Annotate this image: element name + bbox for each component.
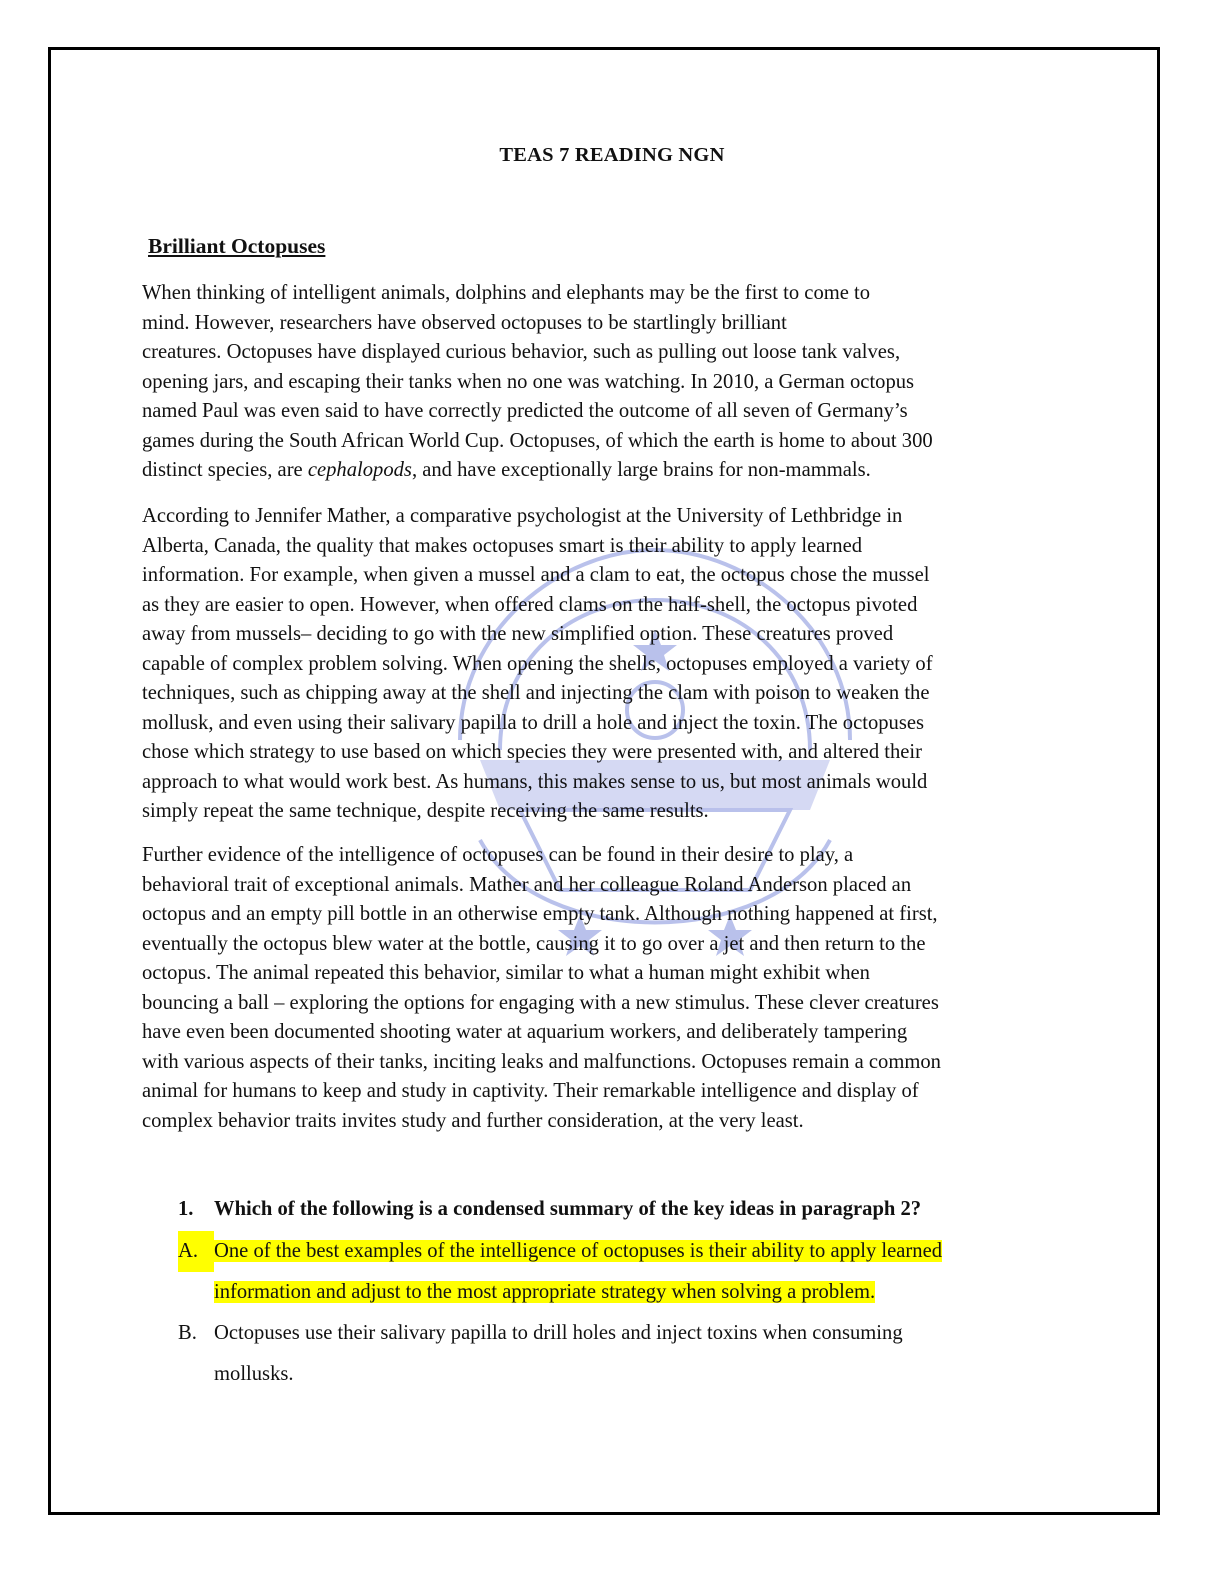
paragraph-line: octopus and an empty pill bottle in an otherwise empty tank. Although nothing happened at first, — [142, 903, 938, 925]
paragraph-line: According to Jennifer Mather, a comparative psychologist at the University of Lethbridge in — [142, 505, 903, 527]
paragraph-line: techniques, such as chipping away at the shell and injecting the clam with poison to weaken the — [142, 682, 930, 704]
paragraph-line: have even been documented shooting water at aquarium workers, and deliberately tampering — [142, 1021, 908, 1043]
paragraph-line: Further evidence of the intelligence of octopuses can be found in their desire to play, a — [142, 844, 854, 866]
paragraph-line: named Paul was even said to have correctly predicted the outcome of all seven of Germany’s — [142, 400, 908, 422]
paragraph-line: mollusk, and even using their salivary papilla to drill a hole and inject the toxin. The octopuses — [142, 711, 925, 734]
option-line — [214, 1231, 1078, 1272]
question-text: Which of the following is a condensed summary of the key ideas in paragraph 2? — [214, 1198, 922, 1220]
paragraph-line: capable of complex problem solving. When opening the shells, octopuses employed a variety of — [142, 652, 933, 675]
paragraph-line: octopus. The animal repeated this behavior, similar to what a human might exhibit when — [142, 962, 870, 984]
question-1 — [178, 1198, 921, 1221]
paragraph-line — [142, 456, 1072, 486]
paragraph-2 — [142, 502, 1072, 827]
paragraph-line: away from mussels– deciding to go with the new simplified option. These creatures proved — [142, 623, 894, 645]
highlighted-text: One of the best examples of the intelligence of octopuses is their ability to apply learned — [214, 1240, 943, 1262]
paragraph-line: as they are easier to open. However, when offered clams on the half-shell, the octopus pivoted — [142, 593, 918, 616]
option-line: Octopuses use their salivary papilla to drill holes and inject toxins when consuming — [214, 1322, 903, 1344]
paragraph-text: distinct species, are — [142, 459, 308, 481]
option-text — [214, 1313, 1078, 1395]
paragraph-line: games during the South African World Cup. Octopuses, of which the earth is home to about 300 — [142, 429, 933, 452]
paragraph-line: eventually the octopus blew water at the bottle, causing it to go over a jet and then return to the — [142, 932, 926, 955]
paragraph-line: with various aspects of their tanks, inciting leaks and malfunctions. Octopuses remain a common — [142, 1050, 941, 1073]
paragraph-line: simply repeat the same technique, despite receiving the same results. — [142, 800, 709, 822]
paragraph-text: , and have exceptionally large brains for non-mammals. — [411, 459, 871, 481]
paragraph-line: animal for humans to keep and study in captivity. Their remarkable intelligence and display of — [142, 1080, 919, 1102]
option-letter: A. — [178, 1231, 214, 1272]
answer-option-b[interactable] — [178, 1313, 1078, 1395]
paragraph-line: Alberta, Canada, the quality that makes octopuses smart is their ability to apply learned — [142, 534, 863, 557]
option-letter: B. — [178, 1322, 197, 1344]
italic-term: cephalopods — [307, 459, 412, 481]
section-heading: Brilliant Octopuses — [148, 234, 326, 258]
option-text — [214, 1231, 1078, 1313]
option-line: mollusks. — [214, 1363, 294, 1385]
paragraph-line: When thinking of intelligent animals, dolphins and elephants may be the first to come to — [142, 282, 871, 304]
highlighted-text: information and adjust to the most appropriate strategy when solving a problem. — [214, 1281, 876, 1303]
question-number: 1. — [178, 1198, 194, 1220]
paragraph-line: creatures. Octopuses have displayed curious behavior, such as pulling out loose tank valves, — [142, 341, 901, 363]
paragraph-line: behavioral trait of exceptional animals. Mather and her colleague Roland Anderson placed an — [142, 873, 912, 896]
answer-option-a[interactable] — [178, 1231, 1078, 1313]
paragraph-line: information. For example, when given a mussel and a clam to eat, the octopus chose the mussel — [142, 564, 930, 586]
paragraph-line: mind. However, researchers have observed octopuses to be startlingly brilliant — [142, 311, 787, 334]
paragraph-line: chose which strategy to use based on which species they were presented with, and altered their — [142, 741, 923, 763]
option-line — [214, 1272, 1078, 1313]
paragraph-3 — [142, 841, 1072, 1136]
document-title: TEAS 7 READING NGN — [499, 144, 725, 166]
paragraph-line: approach to what would work best. As humans, this makes sense to us, but most animals would — [142, 770, 928, 793]
paragraph-line: complex behavior traits invites study and further consideration, at the very least. — [142, 1109, 804, 1132]
paragraph-line: opening jars, and escaping their tanks when no one was watching. In 2010, a German octopus — [142, 370, 915, 393]
paragraph-1 — [142, 279, 1072, 486]
paragraph-line: bouncing a ball – exploring the options for engaging with a new stimulus. These clever creatures — [142, 991, 939, 1014]
